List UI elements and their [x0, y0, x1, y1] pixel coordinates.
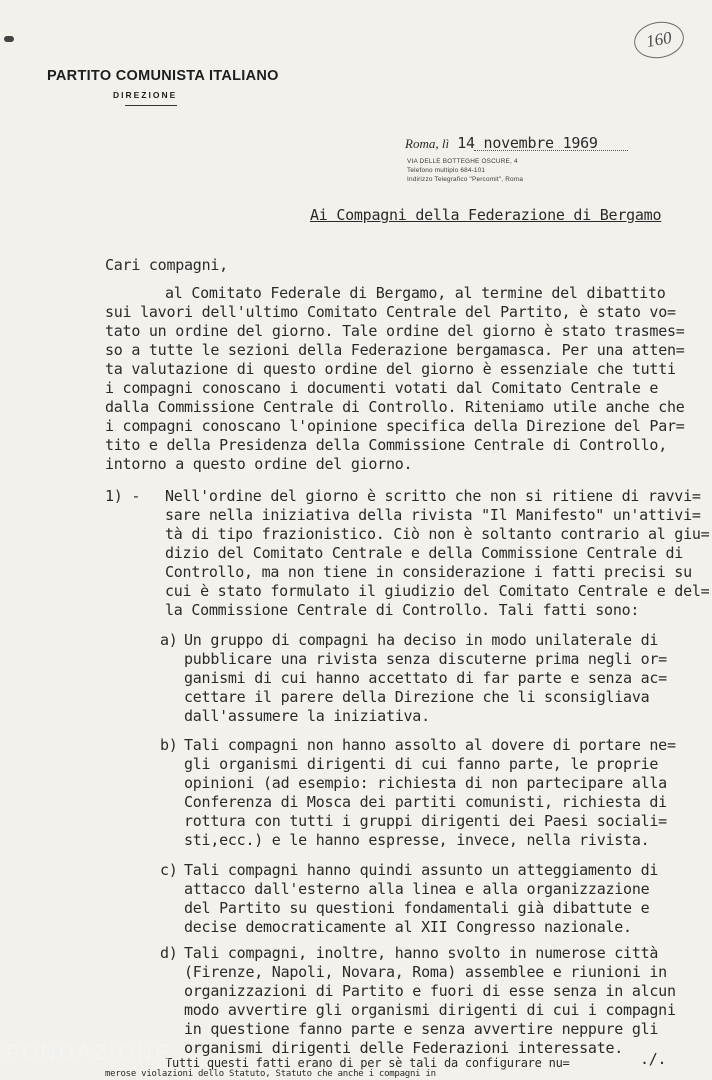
body-line: intorno a questo ordine del giorno. — [105, 455, 413, 473]
subpoint-line: pubblicare una rivista senza discuterne prima negli or= — [184, 650, 667, 668]
body-line: al Comitato Federale di Bergamo, al termine del dibattito — [165, 284, 666, 302]
address-line: VIA DELLE BOTTEGHE OSCURE, 4 — [407, 158, 518, 165]
subpoint-line: Tali compagni non hanno assolto al dovere di portare ne= — [184, 736, 676, 754]
point-line: cui è stato formulato il giudizio del Comitato Centrale e del= — [165, 582, 710, 600]
subpoint-label: d) — [160, 944, 178, 962]
subpoint-line: rottura con tutti i gruppi dirigenti dei Paesi sociali= — [184, 812, 667, 830]
subpoint-line: gli organismi dirigenti di cui fanno parte, le proprie — [184, 755, 659, 773]
point-line: sare nella iniziativa della rivista "Il Manifesto" un'attivi= — [165, 506, 701, 524]
subpoint-line: attacco dall'esterno alla linea e alla organizzazione — [184, 880, 650, 898]
subpoint-line: cettare il parere della Direzione che li sconsigliava — [184, 688, 650, 706]
letterhead-org-name: PARTITO COMUNISTA ITALIANO — [47, 68, 279, 84]
subpoint-line: Tali compagni hanno quindi assunto un atteggiamento di — [184, 861, 659, 879]
subpoint-line: modo avvertire gli organismi dirigenti di cui i compagni — [184, 1001, 676, 1019]
date-dotted-line — [474, 150, 628, 151]
body-line: i compagni conoscano l'opinione specifica della Direzione del Par= — [105, 417, 685, 435]
archive-number-stamp: 160 — [631, 18, 686, 62]
subpoint-line: (Firenze, Napoli, Novara, Roma) assemblee e riunioni in — [184, 963, 667, 981]
point-line: la Commissione Centrale di Controllo. Tali fatti sono: — [165, 601, 640, 619]
body-line: sui lavori dell'ultimo Comitato Centrale del Partito, è stato vo= — [105, 303, 676, 321]
closing-line: Tutti questi fatti erano di per sè tali da configurare nu= — [165, 1056, 570, 1070]
subpoint-line: opinioni (ad esempio: richiesta di non partecipare alla — [184, 774, 667, 792]
point-line: Nell'ordine del giorno è scritto che non si ritiene di ravvi= — [165, 487, 701, 505]
subpoint-line: decise democraticamente al XII Congresso nazionale. — [184, 918, 632, 936]
punch-mark — [4, 36, 14, 42]
dateline-date: 14 novembre 1969 — [457, 134, 598, 152]
subpoint-line: del Partito su questioni fondamentali già dibattute e — [184, 899, 650, 917]
continuation-mark: ./. — [640, 1050, 667, 1068]
body-line: tito e della Presidenza della Commissione Centrale di Controllo, — [105, 436, 667, 454]
body-line: ta valutazione di questo ordine del giorno è essenziale che tutti — [105, 360, 676, 378]
point-line: dizio del Comitato Centrale e della Commissione Centrale di — [165, 544, 684, 562]
subpoint-line: dall'assumere la iniziativa. — [184, 707, 430, 725]
subpoint-line: organismi dirigenti delle Federazioni interessate. — [184, 1039, 624, 1057]
subpoint-line: organizzazioni di Partito e fuori di esse senza in alcun — [184, 982, 676, 1000]
dateline-place: Roma, lì — [405, 136, 450, 151]
archive-watermark: FONDAZIONE — [6, 1040, 172, 1065]
subpoint-line: sti,ecc.) e le hanno espresse, invece, nella rivista. — [184, 831, 650, 849]
subpoint-line: ganismi di cui hanno accettato di far parte e senza ac= — [184, 669, 667, 687]
point-line: tà di tipo frazionistico. Ciò non è soltanto contrario al giu= — [165, 525, 710, 543]
recipient-line: Ai Compagni della Federazione di Bergamo — [310, 206, 662, 224]
subpoint-line: Tali compagni, inoltre, hanno svolto in numerose città — [184, 944, 659, 962]
point-line: Controllo, ma non tiene in considerazione i fatti precisi su — [165, 563, 692, 581]
subpoint-line: Conferenza di Mosca dei partiti comunisti, richiesta di — [184, 793, 667, 811]
body-line: i compagni conoscano i documenti votati dal Comitato Centrale e — [105, 379, 659, 397]
letterhead-rule — [125, 105, 177, 106]
address-line: Indirizzo Telegrafico "Percomit", Roma — [407, 176, 524, 183]
point-label: 1) - — [105, 487, 141, 505]
subpoint-label: a) — [160, 631, 178, 649]
body-line: tato un ordine del giorno. Tale ordine del giorno è stato trasmes= — [105, 322, 685, 340]
subpoint-label: c) — [160, 861, 178, 879]
subpoint-label: b) — [160, 736, 178, 754]
body-line: so a tutte le sezioni della Federazione bergamasca. Per una atten= — [105, 341, 685, 359]
body-line: dalla Commissione Centrale di Controllo. Riteniamo utile anche che — [105, 398, 685, 416]
letterhead-direction: DIREZIONE — [113, 90, 178, 100]
closing-line: merose violazioni dello Statuto, Statuto che anche i compagni in — [105, 1069, 436, 1079]
subpoint-line: Un gruppo di compagni ha deciso in modo unilaterale di — [184, 631, 659, 649]
address-line: Telefono multiplo 684-101 — [407, 167, 486, 174]
greeting: Cari compagni, — [105, 256, 228, 274]
subpoint-line: in questione fanno parte e senza avvertire neppure gli — [184, 1020, 659, 1038]
